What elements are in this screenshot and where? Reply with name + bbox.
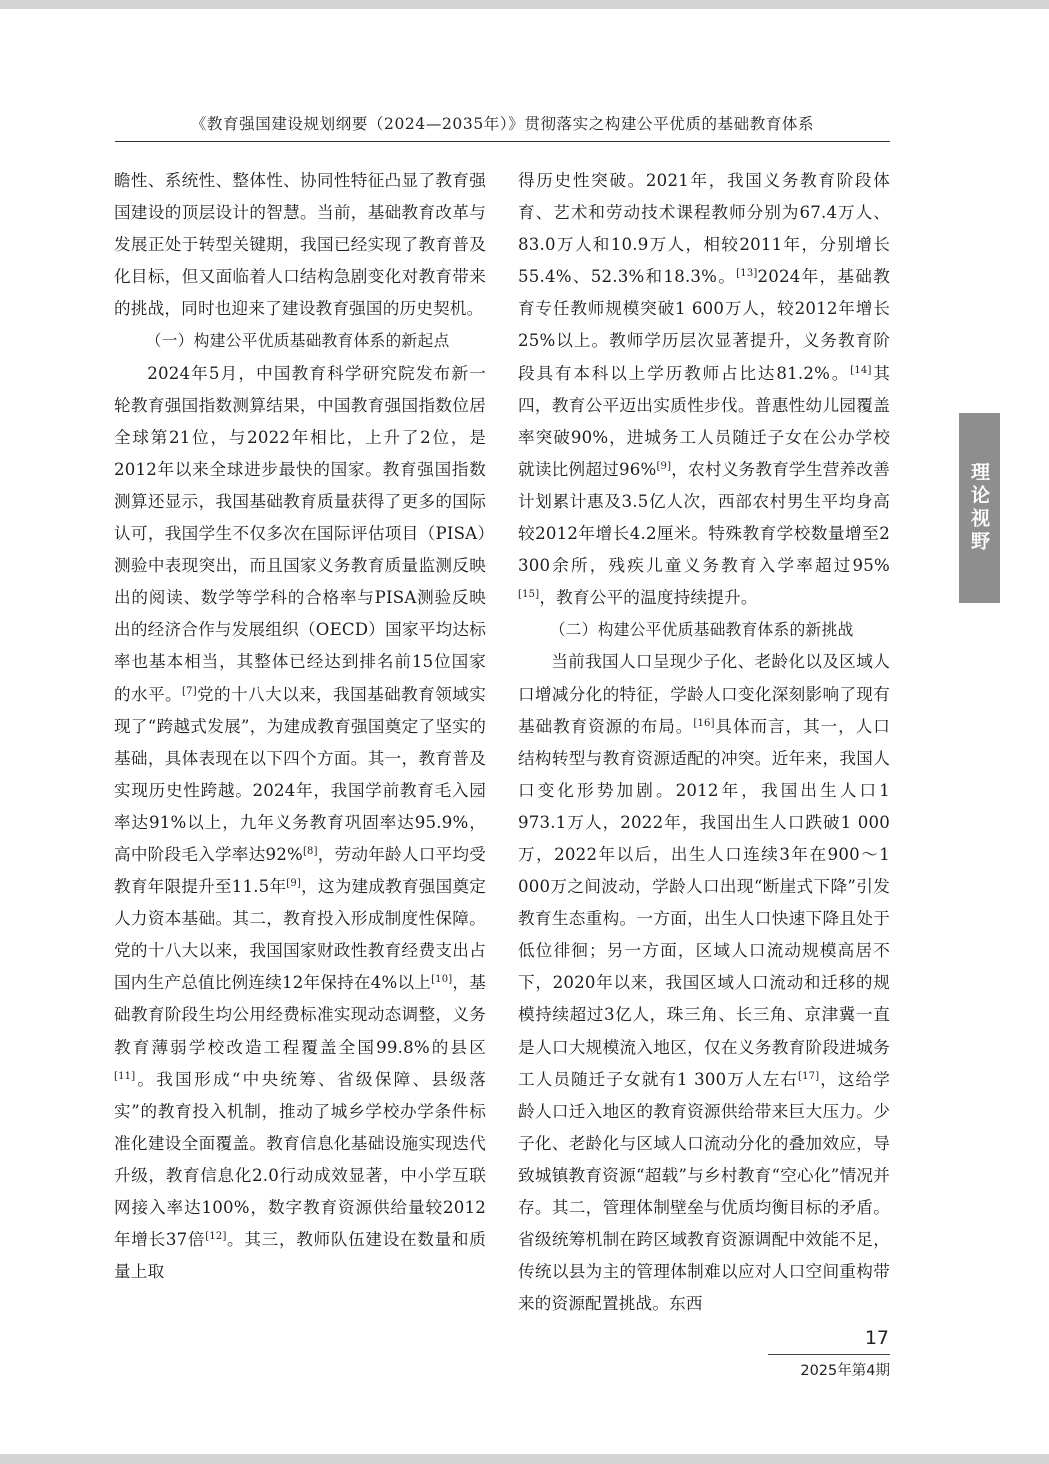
page-number: 17 xyxy=(864,1327,889,1349)
paragraph-continued xyxy=(518,165,890,614)
paragraph-text: ，劳动年龄人口平均受教育年限提升至11.5年 xyxy=(114,844,486,897)
paragraph-text: 其四，教育公平迈出实质性步伐。普惠性幼儿园覆盖率突破90%，进城务工人员随迁子女在公办学校就读比例超过96% xyxy=(518,363,891,479)
citation-ref: [9] xyxy=(286,878,302,890)
paragraph-text: 当前我国人口呈现少子化、老龄化以及区域人口增减分化的特征，学龄人口变化深刻影响了现有基础教育资源的布局。 xyxy=(518,652,890,736)
paragraph-text: 得历史性突破。2021年，我国义务教育阶段体育、艺术和劳动技术课程教师分别为67.4万人、83.0万人和10.9万人，相较2011年，分别增长55.4%、52.3%和18.3%。 xyxy=(518,171,890,287)
citation-ref: [9] xyxy=(656,460,672,472)
citation-ref: [13] xyxy=(736,268,758,280)
citation-ref: [15] xyxy=(518,589,540,601)
top-border-bar xyxy=(0,0,1049,9)
citation-ref: [12] xyxy=(205,1231,227,1243)
paragraph-starting-point xyxy=(114,358,486,1289)
right-column xyxy=(518,165,890,1320)
citation-ref: [17] xyxy=(797,1070,820,1082)
paragraph-text: ，这为建成教育强国奠定人力资本基础。其二，教育投入形成制度性保障。党的十八大以来，我国国家财政性教育经费支出占国内生产总值比例连续12年保持在4%以上 xyxy=(114,877,486,993)
paragraph-text: 。我国形成“中央统筹、省级保障、县级落实”的教育投入机制，推动了城乡学校办学条件标准化建设全面覆盖。教育信息化基础设施实现迭代升级，教育信息化2.0行动成效显著，中小学互联网接入率达100%，数字教育资源供给量较2012年增长37倍 xyxy=(114,1069,486,1250)
issue-label: 2025年第4期 xyxy=(800,1363,890,1379)
paragraph-text: ，基础教育阶段生均公用经费标准实现动态调整，义务教育薄弱学校改造工程覆盖全国99.8%的县区 xyxy=(114,973,486,1057)
bottom-border-bar xyxy=(0,1454,1049,1464)
paragraph-text: 2024年，基础教育专任教师规模突破1 600万人，较2012年增长25%以上。教师学历层次显著提升，义务教育阶段具有本科以上学历教师占比达81.2%。 xyxy=(518,267,891,383)
section-side-tab: 理论视野 xyxy=(959,413,1000,603)
paragraph-challenges xyxy=(518,646,890,1320)
left-column xyxy=(114,165,486,1288)
paragraph-text: 党的十八大以来，我国基础教育领域实现了“跨越式发展”，为建成教育强国奠定了坚实的基础，具体表现在以下四个方面。其一，教育普及实现历史性跨越。2024年，我国学前教育毛入园率达91%以上，九年义务教育巩固率达95.9%，高中阶段毛入学率达92% xyxy=(114,684,486,864)
paragraph-text: 瞻性、系统性、整体性、协同性特征凸显了教育强国建设的顶层设计的智慧。当前，基础教育改革与发展正处于转型关键期，我国已经实现了教育普及化目标，但又面临着人口结构急剧变化对教育带来的挑战，同时也迎来了建设教育强国的历史契机。 xyxy=(114,171,486,319)
section-heading-new-starting-point: （一）构建公平优质基础教育体系的新起点 xyxy=(145,331,450,351)
running-header: 《教育强国建设规划纲要（2024—2035年）》贯彻落实之构建公平优质的基础教育体系 xyxy=(190,115,815,133)
citation-ref: [10] xyxy=(431,974,453,986)
paragraph-intro xyxy=(114,165,486,325)
paragraph-text: ，这给学龄人口迁入地区的教育资源供给带来巨大压力。少子化、老龄化与区域人口流动分化的叠加效应，导致城镇教育资源“超载”与乡村教育“空心化”情况并存。其二，管理体制壁垒与优质均衡目标的矛盾。省级统筹机制在跨区域教育资源调配中效能不足，传统以县为主的管理体制难以应对人口空间重构带来的资源配置挑战。东西 xyxy=(518,1069,890,1314)
paragraph-text: 具体而言，其一，人口结构转型与教育资源适配的冲突。近年来，我国人口变化形势加剧。2012年，我国出生人口1 973.1万人，2022年，我国出生人口跌破1 000万，2022年以后，出生人口连续3年在900～1 000万之间波动，学龄人口出现“断崖式下降”引发教育生态重构。一方面，出生人口快速下降且处于低位徘徊；另一方面，区域人口流动规模高居不下，2020年以来，我国区域人口流动和迁移的规模持续超过3亿人，珠三角、长三角、京津冀一直是人口大规模流入地区，仅在义务教育阶段进城务工人员随迁子女就有1 300万人左右 xyxy=(518,716,891,1089)
paragraph-text: 。其三，教师队伍建设在数量和质量上取 xyxy=(114,1230,486,1282)
section-heading-new-challenges: （二）构建公平优质基础教育体系的新挑战 xyxy=(549,620,854,640)
citation-ref: [8] xyxy=(302,845,318,857)
citation-ref: [16] xyxy=(693,717,715,729)
citation-ref: [7] xyxy=(182,685,197,697)
citation-ref: [14] xyxy=(850,364,872,376)
footer-rule xyxy=(768,1354,890,1355)
paragraph-text: ，农村义务教育学生营养改善计划累计惠及3.5亿人次，西部农村男生平均身高较2012年增长4.2厘米。特殊教育学校数量增至2 300余所，残疾儿童义务教育入学率超过95% xyxy=(518,459,890,576)
paragraph-text: ，教育公平的温度持续提升。 xyxy=(539,588,758,608)
paragraph-text: 2024年5月，中国教育科学研究院发布新一轮教育强国指数测算结果，中国教育强国指数位居全球第21位，与2022年相比，上升了2位，是2012年以来全球进步最快的国家。教育强国指数测算还显示，我国基础教育质量获得了更多的国际认可，我国学生不仅多次在国际评估项目（PISA）测验中表现突出，而且国家义务教育质量监测反映出的阅读、数学等学科的合格率与PISA测验反映出的经济合作与发展组织（OECD）国家平均达标率也基本相当，其整体已经达到排名前15位国家的水平。 xyxy=(114,363,486,704)
header-rule xyxy=(115,141,890,142)
citation-ref: [11] xyxy=(114,1070,136,1082)
